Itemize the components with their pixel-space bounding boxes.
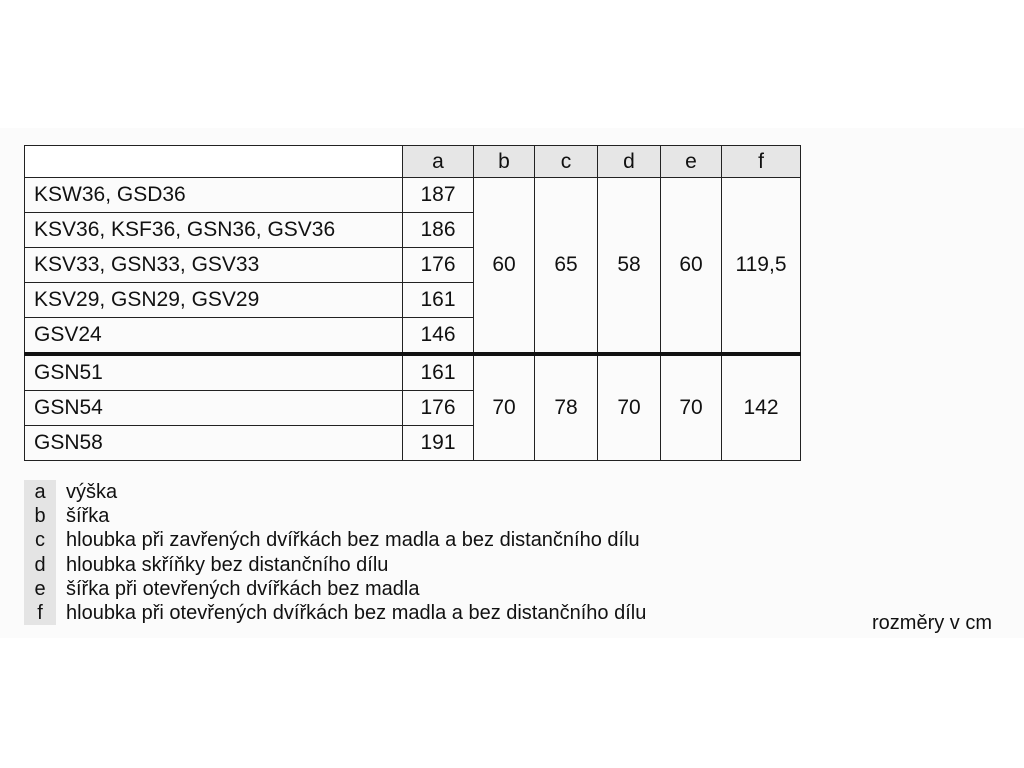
legend	[24, 480, 646, 625]
group2-value-b: 70	[474, 354, 535, 461]
legend-text: hloubka skříňky bez distančního dílu	[66, 553, 389, 576]
value-cell-a: 187	[403, 178, 474, 213]
header-cell-model	[25, 146, 403, 178]
value-cell-a: 161	[403, 283, 474, 318]
legend-item	[24, 480, 646, 504]
legend-item	[24, 504, 646, 528]
header-cell-a: a	[403, 146, 474, 178]
model-cell: KSW36, GSD36	[25, 178, 403, 213]
model-cell: KSV29, GSN29, GSV29	[25, 283, 403, 318]
legend-key: c	[24, 528, 56, 552]
table-header-row	[25, 146, 801, 178]
value-cell-a: 186	[403, 213, 474, 248]
model-cell: KSV36, KSF36, GSN36, GSV36	[25, 213, 403, 248]
units-note: rozměry v cm	[872, 612, 992, 634]
header-cell-c: c	[535, 146, 598, 178]
legend-key: e	[24, 577, 56, 601]
model-cell: GSN54	[25, 391, 403, 426]
model-cell: GSV24	[25, 318, 403, 355]
header-cell-f: f	[722, 146, 801, 178]
group1-value-c: 65	[535, 178, 598, 355]
dimensions-table	[24, 145, 801, 461]
legend-text: hloubka při otevřených dvířkách bez madla a bez distančního dílu	[66, 602, 647, 625]
model-cell: GSN51	[25, 354, 403, 391]
legend-key: f	[24, 601, 56, 625]
group2-value-c: 78	[535, 354, 598, 461]
group2-value-f: 142	[722, 354, 801, 461]
value-cell-a: 146	[403, 318, 474, 355]
value-cell-a: 191	[403, 426, 474, 461]
value-cell-a: 176	[403, 248, 474, 283]
model-cell: KSV33, GSN33, GSV33	[25, 248, 403, 283]
legend-text: šířka	[66, 505, 110, 528]
legend-text: hloubka při zavřených dvířkách bez madla a bez distančního dílu	[66, 529, 640, 552]
legend-item	[24, 553, 646, 577]
legend-item	[24, 577, 646, 601]
table-row	[25, 354, 801, 391]
legend-item	[24, 528, 646, 552]
group2-value-d: 70	[598, 354, 661, 461]
group1-value-d: 58	[598, 178, 661, 355]
header-cell-b: b	[474, 146, 535, 178]
legend-text: výška	[66, 481, 118, 503]
legend-item	[24, 601, 646, 625]
legend-key: b	[24, 504, 56, 528]
group2-value-e: 70	[661, 354, 722, 461]
group1-value-e: 60	[661, 178, 722, 355]
model-cell: GSN58	[25, 426, 403, 461]
table-row	[25, 178, 801, 213]
value-cell-a: 161	[403, 354, 474, 391]
legend-key: d	[24, 553, 56, 577]
header-cell-d: d	[598, 146, 661, 178]
group1-value-f: 119,5	[722, 178, 801, 355]
legend-text: šířka při otevřených dvířkách bez madla	[66, 577, 420, 600]
header-cell-e: e	[661, 146, 722, 178]
legend-key: a	[24, 480, 56, 504]
value-cell-a: 176	[403, 391, 474, 426]
group1-value-b: 60	[474, 178, 535, 355]
